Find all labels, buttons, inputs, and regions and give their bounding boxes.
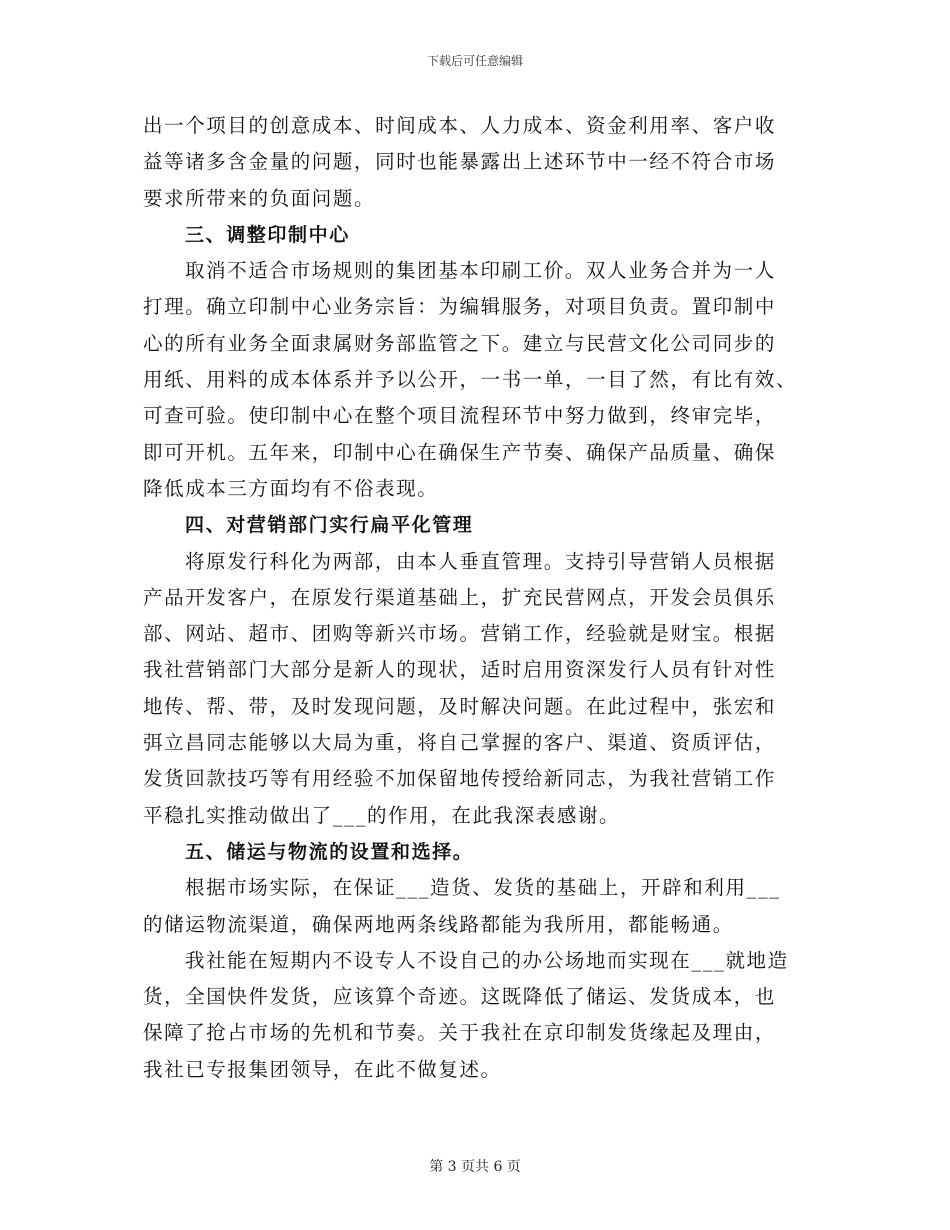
- paragraph-line: 即可开机。五年来，印制中心在确保生产节奏、确保产品质量、确保: [143, 440, 777, 464]
- paragraph-line: 心的所有业务全面隶属财务部监管之下。建立与民营文化公司同步的: [143, 331, 777, 355]
- paragraph-line: 出一个项目的创意成本、时间成本、人力成本、资金利用率、客户收: [143, 114, 777, 137]
- paragraph-line: 发货回款技巧等有用经验不加保留地传授给新同志，为我社营销工作: [143, 767, 777, 791]
- paragraph-line: 产品开发客户，在原发行渠道基础上，扩充民营网点，开发会员俱乐: [143, 585, 777, 609]
- paragraph-line: 要求所带来的负面问题。: [143, 186, 376, 210]
- paragraph-line: 可查可验。使印制中心在整个项目流程环节中努力做到，终审完毕，: [143, 404, 777, 428]
- section-heading-3: 三、调整印制中心: [185, 223, 350, 246]
- paragraph-line: 弭立昌同志能够以大局为重，将自己掌握的客户、渠道、资质评估，: [143, 731, 777, 755]
- paragraph-line: 部、网站、超市、团购等新兴市场。营销工作，经验就是财宝。根据: [143, 622, 777, 646]
- paragraph-line: 我社营销部门大部分是新人的现状，适时启用资深发行人员有针对性: [143, 658, 777, 682]
- page-header: 下载后可任意编辑: [426, 54, 523, 68]
- paragraph-line: 打理。确立印制中心业务宗旨：为编辑服务，对项目负责。置印制中: [143, 295, 777, 319]
- paragraph-line: 益等诸多含金量的问题，同时也能暴露出上述环节中一经不符合市场: [143, 150, 777, 174]
- page-footer: 第 3 页共 6 页: [429, 1159, 521, 1175]
- paragraph-line: 保障了抢占市场的先机和节奏。关于我社在京印制发货缘起及理由，: [143, 1021, 777, 1045]
- section-heading-4: 四、对营销部门实行扁平化管理: [185, 514, 474, 537]
- paragraph-line: 我社已专报集团领导，在此不做复述。: [143, 1057, 502, 1081]
- paragraph-line: 将原发行科化为两部，由本人垂直管理。支持引导营销人员根据: [185, 549, 776, 573]
- paragraph-line: 的储运物流渠道，确保两地两条线路都能为我所用，都能畅通。: [143, 912, 734, 936]
- paragraph-line: 取消不适合市场规则的集团基本印刷工价。双人业务合并为一人: [185, 259, 776, 283]
- paragraph-line: 降低成本三方面均有不俗表现。: [143, 476, 439, 500]
- paragraph-line: 用纸、用料的成本体系并予以公开，一书一单，一目了然，有比有效、: [143, 368, 798, 392]
- paragraph-line: 根据市场实际，在保证___造货、发货的基础上，开辟和利用___: [185, 876, 781, 900]
- paragraph-line: 平稳扎实推动做出了___的作用，在此我深表感谢。: [143, 803, 621, 827]
- paragraph-line: 地传、帮、带，及时发现问题，及时解决问题。在此过程中，张宏和: [143, 694, 777, 718]
- paragraph-line: 我社能在短期内不设专人不设自己的办公场地而实现在___就地造: [185, 948, 789, 972]
- section-heading-5: 五、储运与物流的设置和选择。: [185, 840, 474, 863]
- paragraph-line: 货，全国快件发货，应该算个奇迹。这既降低了储运、发货成本，也: [143, 985, 777, 1009]
- document-body: [143, 108, 808, 1088]
